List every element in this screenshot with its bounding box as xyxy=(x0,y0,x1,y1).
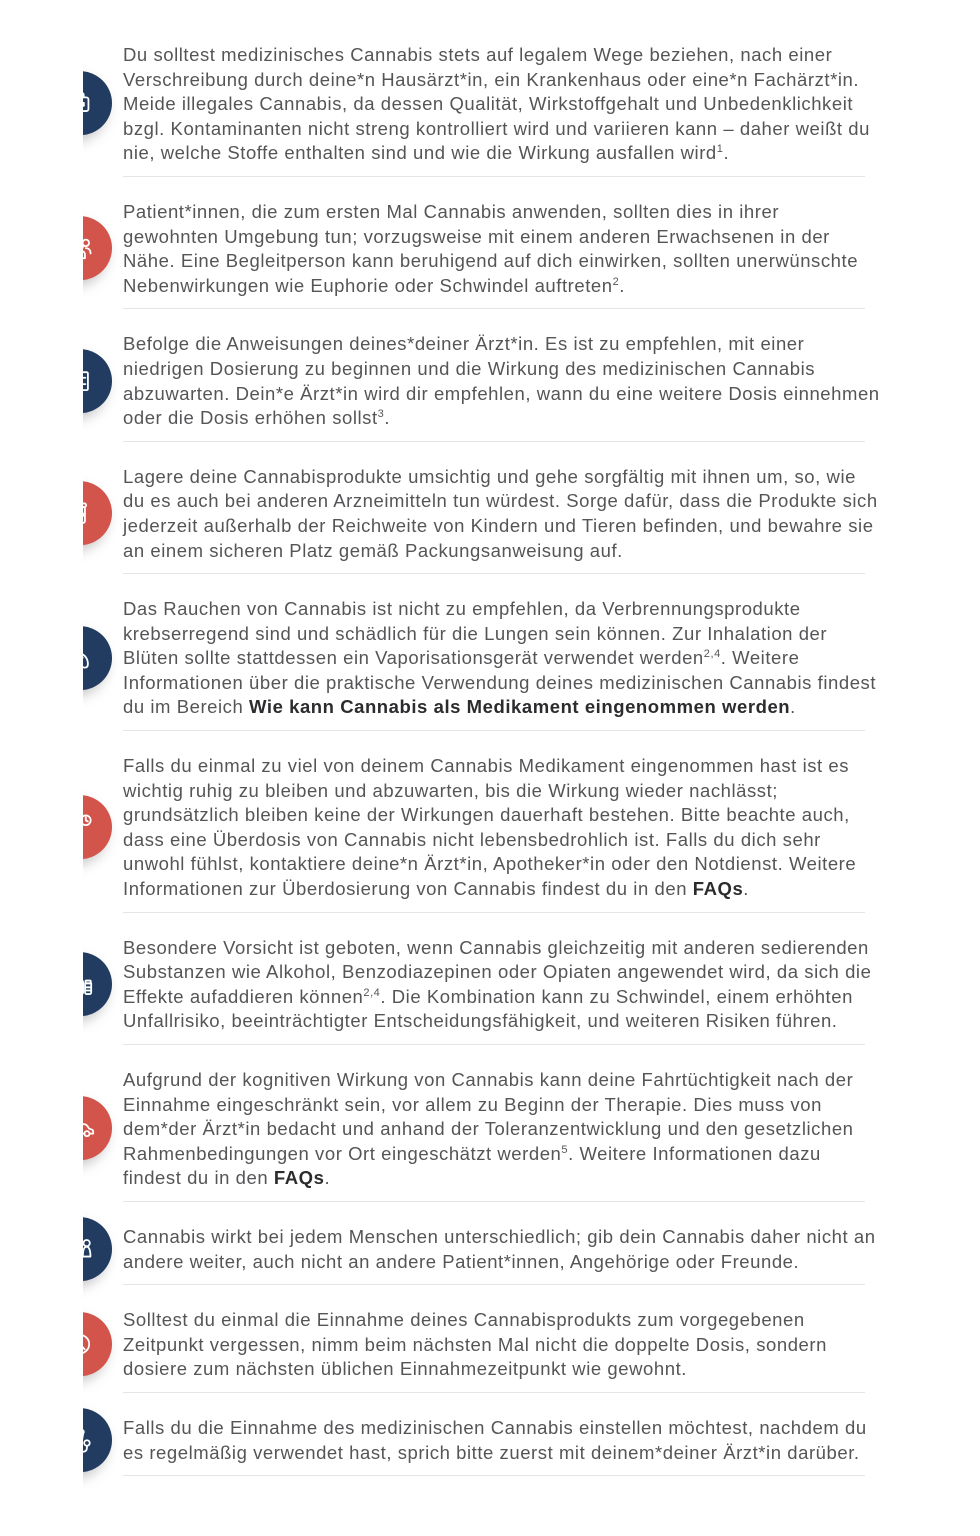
person-waiting-clock-icon xyxy=(83,795,112,859)
lungs-icon xyxy=(83,626,112,690)
divider xyxy=(123,308,865,309)
guideline-item xyxy=(123,1211,880,1294)
footnote-reference: 1 xyxy=(716,143,724,156)
footnote-reference: 3 xyxy=(377,407,385,420)
guideline-item xyxy=(123,1054,880,1211)
divider xyxy=(123,912,865,913)
faqs-link[interactable]: FAQs xyxy=(273,1167,325,1189)
text-segment: Cannabis wirkt bei jedem Menschen unterschiedlich; gib dein Cannabis daher nicht an andere weiter, auch nicht an andere Patient*innen, Angehörige oder Freunde. xyxy=(123,1225,876,1272)
footnote-reference: 2 xyxy=(612,275,620,288)
text-segment: . xyxy=(384,407,391,429)
text-segment: . xyxy=(790,696,796,718)
guideline-item xyxy=(123,1294,880,1402)
guideline-text xyxy=(123,754,880,902)
divider xyxy=(123,441,865,442)
first-aid-kit-icon xyxy=(83,72,112,136)
guideline-text xyxy=(123,1225,880,1274)
text-segment: . Weitere Informationen über die praktische Verwendung deines medizinischen Cannabis findest du im Bereich xyxy=(123,647,877,718)
text-segment: Besondere Vorsicht ist geboten, wenn Cannabis gleichzeitig mit anderen sedierenden Substanzen wie Alkohol, Benzodiazepinen oder Opiaten angewendet wird, da sich die Effekte aufaddieren können xyxy=(123,936,872,1007)
guideline-item xyxy=(123,318,880,450)
text-segment: Patient*innen, die zum ersten Mal Cannabis anwenden, sollten dies in ihrer gewohnten Umgebung tun; vorzugsweise mit einem anderen Erwachsenen in der Nähe. Eine Begleitperson kann beruhigend auf dich einwirken, sollten unerwünschte Nebenwirkungen wie Euphorie oder Schwindel auftreten xyxy=(123,200,859,296)
guideline-text xyxy=(123,936,880,1034)
stethoscope-icon xyxy=(83,1408,112,1472)
guideline-item xyxy=(123,740,880,922)
text-segment: . xyxy=(743,878,749,900)
guideline-text xyxy=(123,465,880,563)
divider xyxy=(123,573,865,574)
text-segment: . xyxy=(619,274,625,296)
checklist-icon xyxy=(83,349,112,413)
text-segment: . xyxy=(723,142,730,164)
guidelines-card xyxy=(83,24,903,1515)
text-segment: Falls du die Einnahme des medizinischen Cannabis einstellen möchtest, nachdem du es regelmäßig verwendet hast, sprich bitte zuerst mit deinem*deiner Ärzt*in darüber. xyxy=(123,1416,867,1463)
faqs-link[interactable]: FAQs xyxy=(692,878,744,900)
guideline-text xyxy=(123,1308,880,1382)
text-segment: Das Rauchen von Cannabis ist nicht zu empfehlen, da Verbrennungsprodukte krebserregend sind und schädlich für die Lungen sein können. Zur Inhalation der Blüten sollte stattdessen ein Vaporisationsgerät verwendet werden xyxy=(123,598,828,669)
people-group-icon xyxy=(83,216,112,280)
guideline-text xyxy=(123,200,880,298)
people-sharing-icon xyxy=(83,1217,112,1281)
divider xyxy=(123,730,865,731)
guideline-text xyxy=(123,597,880,720)
text-segment: . Weitere Informationen dazu findest du in den xyxy=(123,1142,821,1189)
divider xyxy=(123,1392,865,1393)
guideline-item xyxy=(123,583,880,740)
guideline-text xyxy=(123,43,880,166)
car-icon xyxy=(83,1097,112,1161)
alcohol-bottles-icon xyxy=(83,952,112,1016)
footnote-reference: 2,4 xyxy=(703,648,721,661)
clock-icon xyxy=(83,1312,112,1376)
text-segment: . Die Kombination kann zu Schwindel, einem erhöhten Unfallrisiko, beeinträchtigter Entscheidungsfähigkeit, und weiteren Risiken führen. xyxy=(123,985,853,1032)
divider xyxy=(123,176,865,177)
divider xyxy=(123,1475,865,1476)
divider xyxy=(123,1201,865,1202)
guideline-text xyxy=(123,332,880,430)
guideline-item xyxy=(123,186,880,318)
footnote-reference: 2,4 xyxy=(363,986,381,999)
divider xyxy=(123,1044,865,1045)
text-segment: Lagere deine Cannabisprodukte umsichtig und gehe sorgfältig mit ihnen um, so, wie du es auch bei anderen Arzneimitteln tun würdest. Sorge dafür, dass die Produkte sich jederzeit außerhalb der Reichweite von Kindern und Tieren befinden, und bewahre sie an einem sicheren Platz gemäß Packungsanweisung auf. xyxy=(123,465,878,561)
text-segment: Falls du einmal zu viel von deinem Cannabis Medikament eingenommen hast ist es wichtig ruhig zu bleiben und abzuwarten, bis die Wirkung wieder nachlässt; grundsätzlich bleiben keine der Wirkungen dauerhaft bestehen. Bitte beachte auch, dass eine Überdosis von Cannabis nicht lebensbedrohlich ist. Falls du dich sehr unwohl fühlst, kontaktiere deine*n Ärzt*in, Apotheker*in oder den Notdienst. Weitere Informationen zur Überdosierung von Cannabis findest du in den xyxy=(123,755,857,900)
guideline-item xyxy=(123,1402,880,1485)
medicine-jar-icon xyxy=(83,481,112,545)
text-segment: Du solltest medizinisches Cannabis stets auf legalem Wege beziehen, nach einer Verschreibung durch deine*n Hausärzt*in, ein Krankenhaus oder eine*n Fachärzt*in. Meide illegales Cannabis, da dessen Qualität, Wirkstoffgehalt und Unbedenklichkeit bzgl. Kontaminanten nicht streng kontrolliert wird und variieren kann – daher weißt du nie, welche Stoffe enthalten sind und wie die Wirkung ausfallen wird xyxy=(123,44,870,164)
guideline-item xyxy=(123,922,880,1054)
text-segment: Befolge die Anweisungen deines*deiner Ärzt*in. Es ist zu empfehlen, mit einer niedrigen Dosierung zu beginnen und die Wirkung des medizinischen Cannabis abzuwarten. Dein*e Ärzt*in wird dir empfehlen, wann du eine weitere Dosis einnehmen oder die Dosis erhöhen sollst xyxy=(123,333,880,429)
text-segment: Aufgrund der kognitiven Wirkung von Cannabis kann deine Fahrtüchtigkeit nach der Einnahme eingeschränkt sein, vor allem zu Beginn der Therapie. Dies muss von dem*der Ärzt*in bedacht und anhand der Toleranzentwicklung und den gesetzlichen Rahmenbedingungen vor Ort eingeschätzt werden xyxy=(123,1069,854,1164)
divider xyxy=(123,1284,865,1285)
footnote-reference: 5 xyxy=(561,1143,569,1156)
guideline-text xyxy=(123,1416,880,1465)
guideline-text xyxy=(123,1068,880,1191)
guideline-item xyxy=(123,29,880,186)
text-segment: Solltest du einmal die Einnahme deines Cannabisprodukts zum vorgegebenen Zeitpunkt vergessen, nimm beim nächsten Mal nicht die doppelte Dosis, sondern dosiere zum nächsten üblichen Einnahmezeitpunkt wie gewohnt. xyxy=(123,1309,827,1380)
guideline-item xyxy=(123,451,880,583)
text-segment: . xyxy=(324,1167,331,1189)
how-to-take-cannabis-link[interactable]: Wie kann Cannabis als Medikament eingenommen werden xyxy=(249,696,791,718)
